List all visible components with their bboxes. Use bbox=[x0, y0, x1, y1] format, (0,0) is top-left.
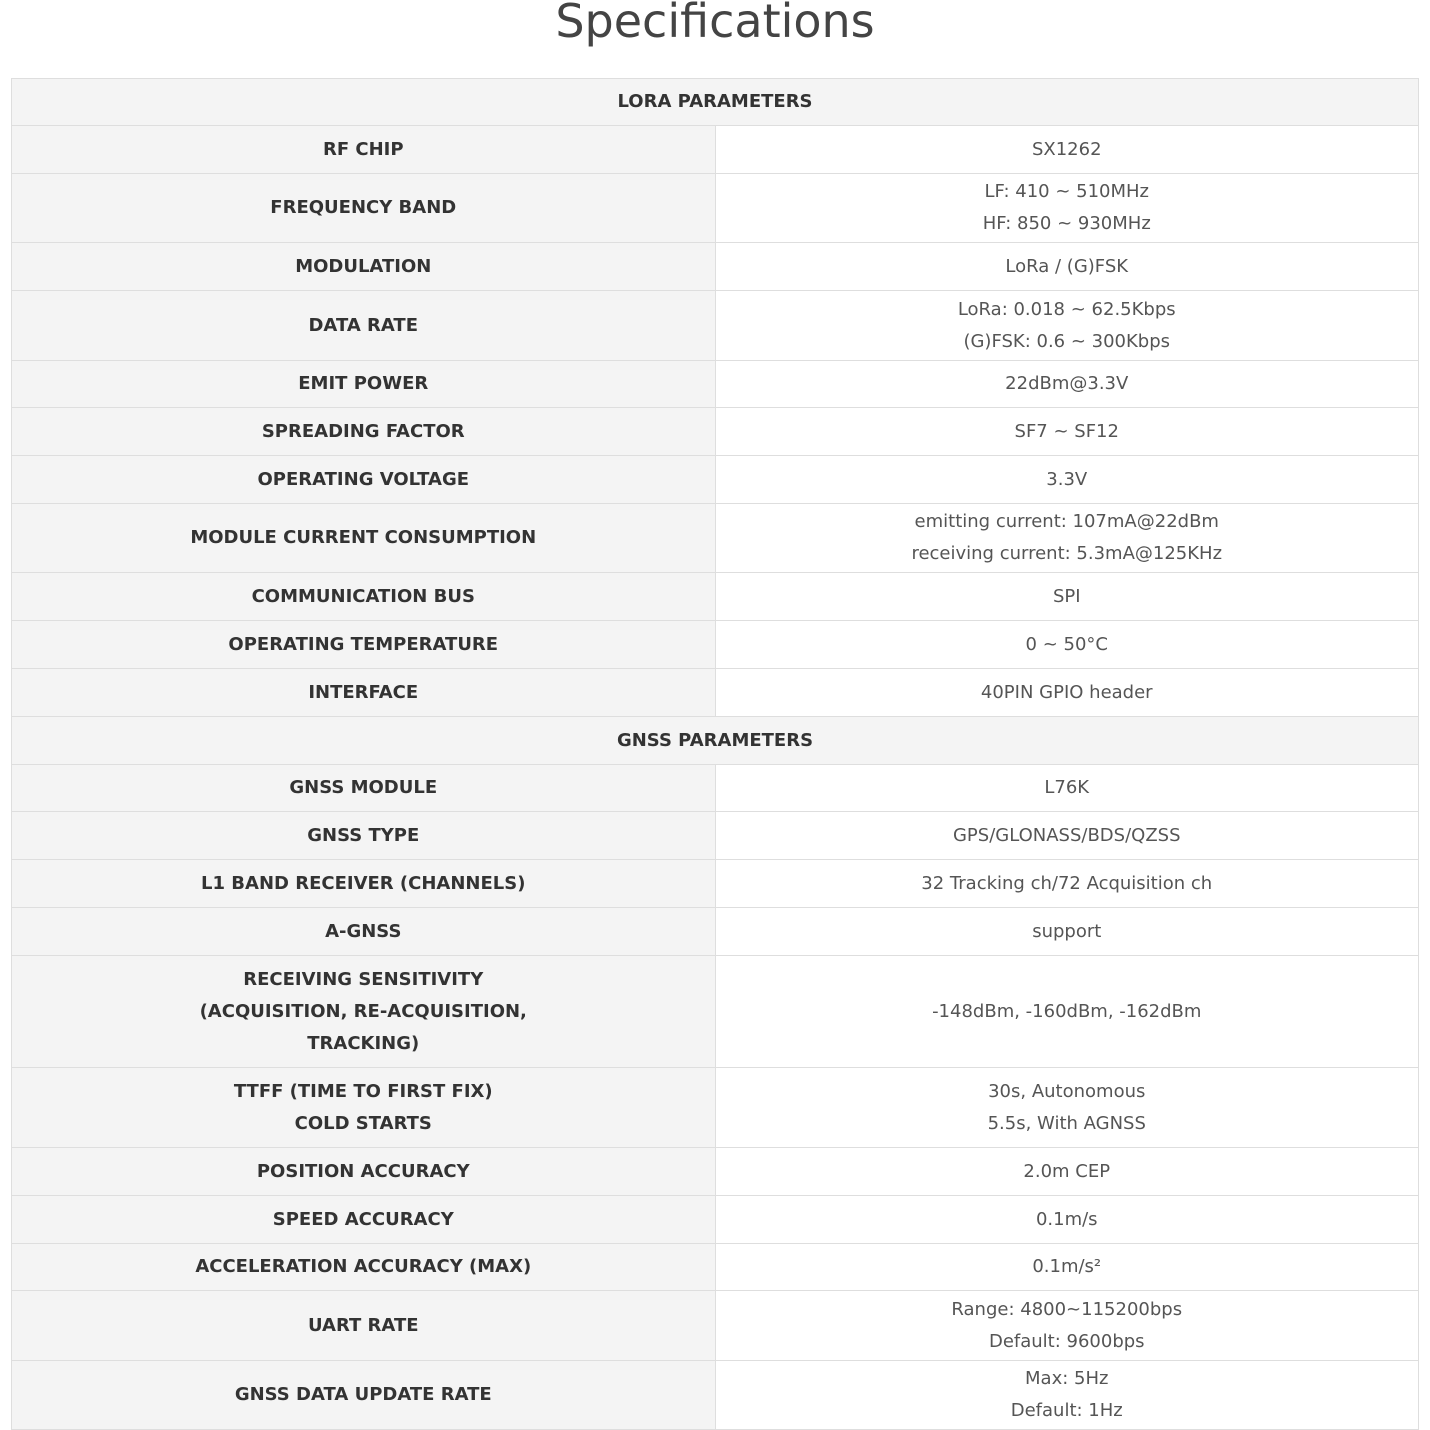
spec-value bbox=[715, 956, 1419, 1068]
spec-label-line: GNSS MODULE bbox=[289, 777, 438, 798]
spec-value-line: 0.1m/s² bbox=[1032, 1256, 1102, 1277]
spec-row-communication-bus bbox=[12, 573, 1419, 621]
spec-label-line: GNSS TYPE bbox=[307, 824, 420, 846]
spec-row-interface bbox=[12, 669, 1419, 717]
spec-label-line: INTERFACE bbox=[308, 681, 419, 703]
spec-label-line: TRACKING) bbox=[307, 1032, 420, 1054]
spec-value bbox=[715, 456, 1419, 504]
spec-value-line: Range: 4800~115200bps bbox=[951, 1298, 1183, 1320]
spec-value-line: GPS/GLONASS/BDS/QZSS bbox=[952, 824, 1181, 846]
spec-value bbox=[715, 1291, 1419, 1361]
section-header-row bbox=[12, 79, 1419, 126]
spec-value-line: L76K bbox=[1044, 777, 1090, 798]
spec-label bbox=[12, 243, 716, 291]
spec-label bbox=[12, 765, 716, 812]
spec-row-rf-chip bbox=[12, 126, 1419, 174]
spec-label-line: POSITION ACCURACY bbox=[256, 1160, 470, 1182]
spec-value bbox=[715, 126, 1419, 174]
spec-value bbox=[715, 243, 1419, 291]
spec-label-line: RECEIVING SENSITIVITY bbox=[243, 968, 484, 990]
spec-label bbox=[12, 174, 716, 243]
spec-value-line: 22dBm@3.3V bbox=[1005, 373, 1129, 394]
spec-value bbox=[715, 669, 1419, 717]
spec-label bbox=[12, 1068, 716, 1148]
section-header-row bbox=[12, 717, 1419, 765]
spec-value-line: 0 ~ 50°C bbox=[1025, 633, 1108, 655]
spec-value-line: LF: 410 ~ 510MHz bbox=[984, 181, 1150, 202]
spec-value bbox=[715, 1148, 1419, 1196]
spec-value-line: 0.1m/s bbox=[1035, 1208, 1098, 1230]
spec-value-line: SX1262 bbox=[1031, 138, 1102, 160]
spec-row-modulation bbox=[12, 243, 1419, 291]
spec-value-line: 40PIN GPIO header bbox=[980, 681, 1153, 703]
section-heading: GNSS PARAMETERS bbox=[12, 717, 1419, 765]
spec-value-line: (G)FSK: 0.6 ~ 300Kbps bbox=[963, 330, 1171, 352]
spec-label bbox=[12, 621, 716, 669]
section-heading: LORA PARAMETERS bbox=[12, 79, 1419, 126]
spec-value bbox=[715, 504, 1419, 573]
spec-value bbox=[715, 1196, 1419, 1244]
spec-label bbox=[12, 956, 716, 1068]
spec-value bbox=[715, 908, 1419, 956]
spec-value-line: SF7 ~ SF12 bbox=[1014, 420, 1119, 442]
spec-value bbox=[715, 291, 1419, 361]
spec-value-line: LoRa / (G)FSK bbox=[1005, 255, 1129, 277]
spec-label bbox=[12, 908, 716, 956]
spec-label bbox=[12, 1291, 716, 1361]
spec-row-operating-temperature bbox=[12, 621, 1419, 669]
spec-value bbox=[715, 860, 1419, 908]
spec-row-l1-band-receiver-channels bbox=[12, 860, 1419, 908]
spec-label-line: TTFF (TIME TO FIRST FIX) bbox=[233, 1080, 493, 1102]
spec-label-line: OPERATING VOLTAGE bbox=[257, 468, 470, 490]
spec-label bbox=[12, 860, 716, 908]
spec-label-line: ACCELERATION ACCURACY (MAX) bbox=[195, 1256, 532, 1277]
spec-label-line: (ACQUISITION, RE-ACQUISITION, bbox=[199, 1000, 527, 1022]
spec-value bbox=[715, 174, 1419, 243]
spec-label-line: COMMUNICATION BUS bbox=[251, 585, 475, 607]
spec-value-line: 32 Tracking ch/72 Acquisition ch bbox=[921, 872, 1213, 894]
spec-label-line: A-GNSS bbox=[325, 920, 402, 942]
spec-row-ttff-time-to-first-fix-cold-starts bbox=[12, 1068, 1419, 1148]
spec-value-line: LoRa: 0.018 ~ 62.5Kbps bbox=[957, 298, 1176, 320]
spec-row-a-gnss bbox=[12, 908, 1419, 956]
spec-label bbox=[12, 669, 716, 717]
spec-value-line: 30s, Autonomous bbox=[988, 1080, 1146, 1102]
spec-row-position-accuracy bbox=[12, 1148, 1419, 1196]
spec-row-gnss-module bbox=[12, 765, 1419, 812]
spec-label-line: MODULATION bbox=[295, 255, 432, 277]
spec-label-line: COLD STARTS bbox=[294, 1112, 432, 1134]
spec-value bbox=[715, 1244, 1419, 1291]
spec-value-line: Default: 1Hz bbox=[1010, 1400, 1123, 1421]
spec-row-receiving-sensitivity-acquisition-re-acquisition-tracking bbox=[12, 956, 1419, 1068]
page-title: Specifications bbox=[555, 0, 875, 48]
spec-row-frequency-band bbox=[12, 174, 1419, 243]
spec-value-line: emitting current: 107mA@22dBm bbox=[914, 511, 1219, 532]
spec-label-line: SPEED ACCURACY bbox=[272, 1208, 454, 1230]
spec-value bbox=[715, 621, 1419, 669]
spec-value bbox=[715, 812, 1419, 860]
spec-row-spreading-factor bbox=[12, 408, 1419, 456]
specifications-table-body bbox=[12, 79, 1419, 1430]
spec-value-line: 5.5s, With AGNSS bbox=[987, 1112, 1146, 1134]
spec-label bbox=[12, 408, 716, 456]
spec-label bbox=[12, 361, 716, 408]
spec-value-line: HF: 850 ~ 930MHz bbox=[982, 213, 1151, 234]
spec-row-gnss-data-update-rate bbox=[12, 1361, 1419, 1430]
spec-value-line: 3.3V bbox=[1046, 468, 1088, 490]
spec-label bbox=[12, 1148, 716, 1196]
spec-value-line: Max: 5Hz bbox=[1025, 1368, 1109, 1389]
spec-label bbox=[12, 456, 716, 504]
spec-label-line: UART RATE bbox=[307, 1314, 419, 1336]
specifications-table bbox=[11, 78, 1419, 1430]
spec-label bbox=[12, 1244, 716, 1291]
spec-label-line: EMIT POWER bbox=[298, 373, 429, 394]
spec-row-operating-voltage bbox=[12, 456, 1419, 504]
spec-value bbox=[715, 361, 1419, 408]
spec-label bbox=[12, 1361, 716, 1430]
spec-label bbox=[12, 573, 716, 621]
spec-label-line: RF CHIP bbox=[322, 138, 404, 160]
spec-label bbox=[12, 291, 716, 361]
spec-row-data-rate bbox=[12, 291, 1419, 361]
spec-label-line: MODULE CURRENT CONSUMPTION bbox=[190, 527, 537, 548]
spec-value-line: Default: 9600bps bbox=[988, 1330, 1145, 1352]
spec-label bbox=[12, 812, 716, 860]
spec-label-line: FREQUENCY BAND bbox=[270, 197, 457, 218]
spec-label-line: DATA RATE bbox=[308, 314, 419, 336]
spec-row-acceleration-accuracy-max bbox=[12, 1244, 1419, 1291]
spec-value bbox=[715, 408, 1419, 456]
spec-label-line: OPERATING TEMPERATURE bbox=[228, 633, 499, 655]
spec-label bbox=[12, 126, 716, 174]
spec-value-line: support bbox=[1032, 920, 1102, 942]
spec-value bbox=[715, 1068, 1419, 1148]
spec-value-line: SPI bbox=[1052, 585, 1081, 607]
spec-row-speed-accuracy bbox=[12, 1196, 1419, 1244]
spec-value bbox=[715, 1361, 1419, 1430]
spec-label-line: GNSS DATA UPDATE RATE bbox=[234, 1384, 492, 1405]
spec-row-gnss-type bbox=[12, 812, 1419, 860]
spec-row-module-current-consumption bbox=[12, 504, 1419, 573]
spec-value-line: 2.0m CEP bbox=[1023, 1160, 1111, 1182]
spec-label-line: SPREADING FACTOR bbox=[261, 420, 465, 442]
spec-value-line: receiving current: 5.3mA@125KHz bbox=[911, 543, 1223, 564]
spec-row-uart-rate bbox=[12, 1291, 1419, 1361]
spec-row-emit-power bbox=[12, 361, 1419, 408]
spec-value-line: -148dBm, -160dBm, -162dBm bbox=[932, 1000, 1202, 1022]
spec-label bbox=[12, 1196, 716, 1244]
spec-value bbox=[715, 573, 1419, 621]
spec-value bbox=[715, 765, 1419, 812]
spec-label bbox=[12, 504, 716, 573]
spec-label-line: L1 BAND RECEIVER (CHANNELS) bbox=[201, 872, 526, 894]
